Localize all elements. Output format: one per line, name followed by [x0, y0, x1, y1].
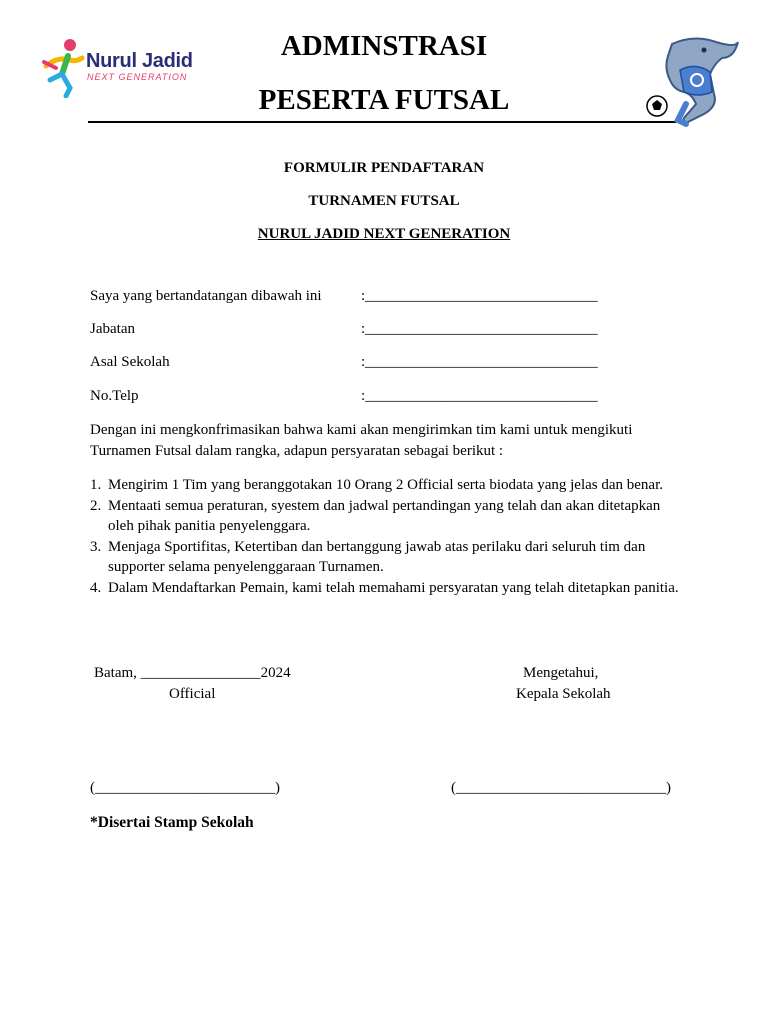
form-heading-line1: FORMULIR PENDAFTARAN — [283, 160, 485, 176]
list-item-number: 4. — [90, 580, 102, 596]
list-item-number: 2. — [90, 498, 102, 514]
list-item-number: 3. — [90, 539, 102, 555]
place-date-line[interactable]: Batam, ________________2024 — [94, 665, 291, 681]
list-item — [90, 496, 680, 536]
principal-signature-blank[interactable]: (____________________________) — [451, 780, 671, 796]
page-title-line1: ADMINSTRASI — [280, 30, 488, 62]
requirements-list — [90, 475, 680, 599]
official-signature-blank[interactable]: (________________________) — [90, 780, 280, 796]
form-heading-line2: TURNAMEN FUTSAL — [308, 193, 460, 209]
official-label: Official — [169, 686, 216, 702]
field-label-school: Asal Sekolah — [90, 354, 170, 370]
list-item-text: Dalam Mendaftarkan Pemain, kami telah memahami persyaratan yang telah ditetapkan panitia. — [108, 580, 679, 596]
list-item — [90, 475, 680, 495]
list-item-text: Mentaati semua peraturan, syestem dan jadwal pertandingan yang telah dan akan ditetapkan oleh pihak panitia penyelenggara. — [108, 498, 661, 534]
field-label-signatory: Saya yang bertandatangan dibawah ini — [90, 288, 322, 304]
intro-paragraph: Dengan ini mengkonfrimasikan bahwa kami akan mengirimkan tim kami untuk mengikuti Turnamen Futsal dalam rangka, adapun persyaratan sebagai berikut : — [90, 422, 633, 459]
list-item — [90, 578, 680, 598]
field-label-position: Jabatan — [90, 321, 135, 337]
principal-label: Kepala Sekolah — [516, 686, 611, 702]
list-item-text: Mengirim 1 Tim yang beranggotakan 10 Orang 2 Official serta biodata yang jelas dan benar. — [108, 477, 663, 493]
page-title-line2: PESERTA FUTSAL — [258, 84, 510, 116]
logo-title: Nurul Jadid — [86, 50, 193, 72]
field-blank-signatory[interactable]: :_______________________________ — [361, 288, 598, 304]
field-blank-position[interactable]: :_______________________________ — [361, 321, 598, 337]
field-blank-phone[interactable]: :_______________________________ — [361, 388, 598, 404]
list-item — [90, 537, 680, 577]
field-blank-school[interactable]: :_______________________________ — [361, 354, 598, 370]
field-label-phone: No.Telp — [90, 388, 139, 404]
acknowledged-label: Mengetahui, — [523, 665, 599, 681]
logo-subtitle: NEXT GENERATION — [87, 72, 188, 82]
form-heading-line3: NURUL JADID NEXT GENERATION — [257, 226, 511, 242]
dolphin-mascot-icon — [644, 34, 744, 133]
stamp-note: *Disertai Stamp Sekolah — [90, 814, 254, 831]
list-item-text: Menjaga Sportifitas, Ketertiban dan bertanggung jawab atas perilaku dari seluruh tim dan supporter selama penyelenggaraan Turnamen. — [108, 539, 646, 575]
header-divider — [88, 121, 676, 123]
list-item-number: 1. — [90, 477, 102, 493]
